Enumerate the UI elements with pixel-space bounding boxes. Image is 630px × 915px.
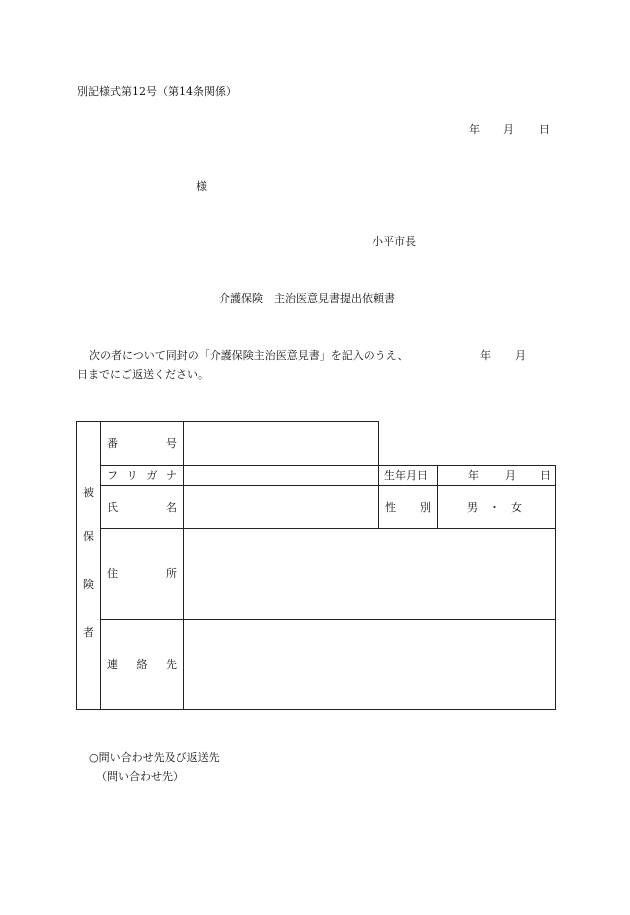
form-number-label: 別記様式第12号（第14条関係）	[77, 85, 237, 98]
birth-year-label: 年	[468, 469, 479, 482]
name-field[interactable]	[184, 486, 378, 528]
request-month-label: 月	[515, 349, 526, 362]
sex-label: 性 別	[385, 501, 431, 514]
furigana-label: フ リ ガ ナ	[107, 469, 177, 482]
date-month-label: 月	[503, 123, 514, 136]
contact-label: 連 絡 先	[107, 658, 177, 671]
name-label: 氏 名	[107, 501, 177, 514]
number-label: 番 号	[107, 437, 177, 450]
date-year-label: 年	[469, 123, 480, 136]
side-label-char: 被	[83, 486, 94, 499]
number-field[interactable]	[184, 422, 378, 465]
contact-field[interactable]	[184, 620, 555, 709]
request-text-line1: 次の者について同封の「介護保険主治医意見書」を記入のうえ、	[89, 349, 409, 362]
contact-return-heading: ○問い合わせ先及び返送先	[89, 751, 220, 764]
sender-name: 小平市長	[372, 235, 416, 248]
address-label: 住 所	[107, 567, 177, 580]
contact-subheading: （問い合わせ先）	[96, 770, 184, 783]
date-day-label: 日	[539, 123, 550, 136]
side-label-char: 者	[83, 626, 94, 639]
request-year-label: 年	[480, 349, 491, 362]
sex-options[interactable]: 男 ・ 女	[467, 501, 522, 514]
address-field[interactable]	[184, 529, 555, 619]
side-label-char: 険	[83, 578, 94, 591]
birth-date-label: 生年月日	[384, 469, 428, 482]
request-text-line2: 日までにご返送ください。	[77, 368, 209, 381]
side-label-char: 保	[83, 530, 94, 543]
birth-month-label: 月	[505, 469, 516, 482]
addressee-suffix: 様	[196, 180, 207, 193]
document-title: 介護保険 主治医意見書提出依頼書	[219, 292, 395, 305]
insured-person-table	[76, 421, 556, 710]
birth-day-label: 日	[540, 469, 551, 482]
